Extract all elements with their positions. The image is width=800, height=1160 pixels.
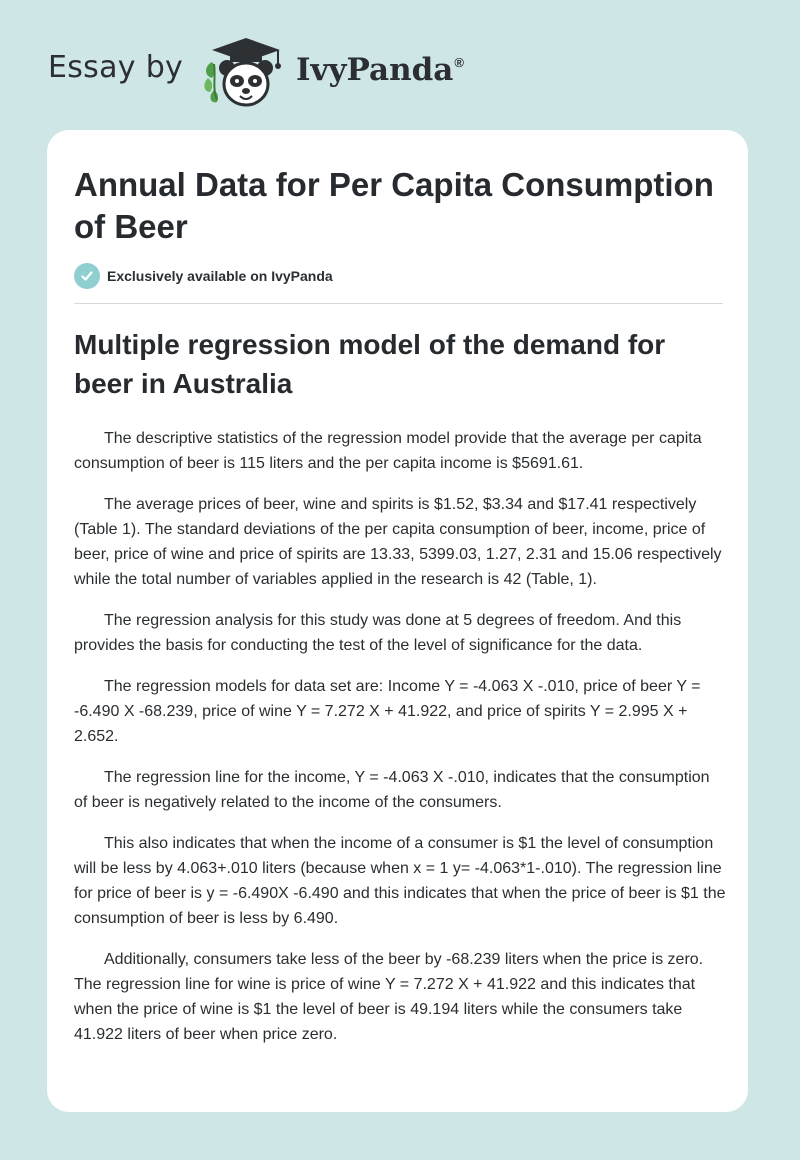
brand-name-text: IvyPanda bbox=[296, 52, 454, 88]
paragraph: The descriptive statistics of the regression model provide that the average per capita consumption of beer is 115 liters and the per capita income is $5691.61. bbox=[74, 430, 702, 472]
page-title: Annual Data for Per Capita Consumption of Beer bbox=[74, 166, 714, 245]
divider bbox=[74, 303, 723, 304]
paragraph: The regression line for the income, Y = -4.063 X -.010, indicates that the consumption of beer is negatively related to the income of the consumers. bbox=[74, 769, 710, 811]
essay-card bbox=[47, 130, 748, 1112]
article-body bbox=[74, 426, 726, 1063]
paragraph: Additionally, consumers take less of the beer by -68.239 liters when the price is zero. The regression line for wine is price of wine Y = 7.272 X + 41.922 and this indicates that when the price of wine is $1 the level of beer is 49.194 liters while the consumers take 41.922 liters of beer when price zero. bbox=[74, 951, 704, 1043]
paragraph: The regression models for data set are: Income Y = -4.063 X -.010, price of beer Y = -6.490 X -68.239, price of wine Y = 7.272 X + 41.922, and price of spirits Y = 2.995 X + 2.652. bbox=[74, 678, 701, 745]
site-header bbox=[0, 0, 800, 130]
badge-label: Exclusively available on IvyPanda bbox=[107, 268, 333, 284]
essay-by-label: Essay by bbox=[48, 50, 184, 85]
exclusive-badge bbox=[74, 263, 333, 289]
check-icon bbox=[74, 263, 100, 289]
brand-name[interactable] bbox=[296, 52, 464, 88]
ivypanda-logo[interactable] bbox=[200, 36, 292, 112]
registered-mark: ® bbox=[454, 54, 464, 70]
panda-graduate-icon bbox=[200, 36, 292, 112]
section-heading: Multiple regression model of the demand for beer in Australia bbox=[74, 329, 666, 399]
paragraph: This also indicates that when the income of a consumer is $1 the level of consumption will be less by 4.063+.010 liters (because when x = 1 y= -4.063*1-.010). The regression line for price of beer is y = -6.490X -6.490 and this indicates that when the price of beer is $1 the consumption of beer is less by 6.490. bbox=[74, 835, 726, 927]
paragraph: The average prices of beer, wine and spirits is $1.52, $3.34 and $17.41 respectively (Table 1). The standard deviations of the per capita consumption of beer, income, price of beer, price of wine and price of spirits are 13.33, 5399.03, 1.27, 2.31 and 15.06 respectively while the total number of variables applied in the research is 42 (Table, 1). bbox=[74, 496, 722, 588]
paragraph: The regression analysis for this study was done at 5 degrees of freedom. And this provides the basis for conducting the test of the level of significance for the data. bbox=[74, 612, 682, 654]
